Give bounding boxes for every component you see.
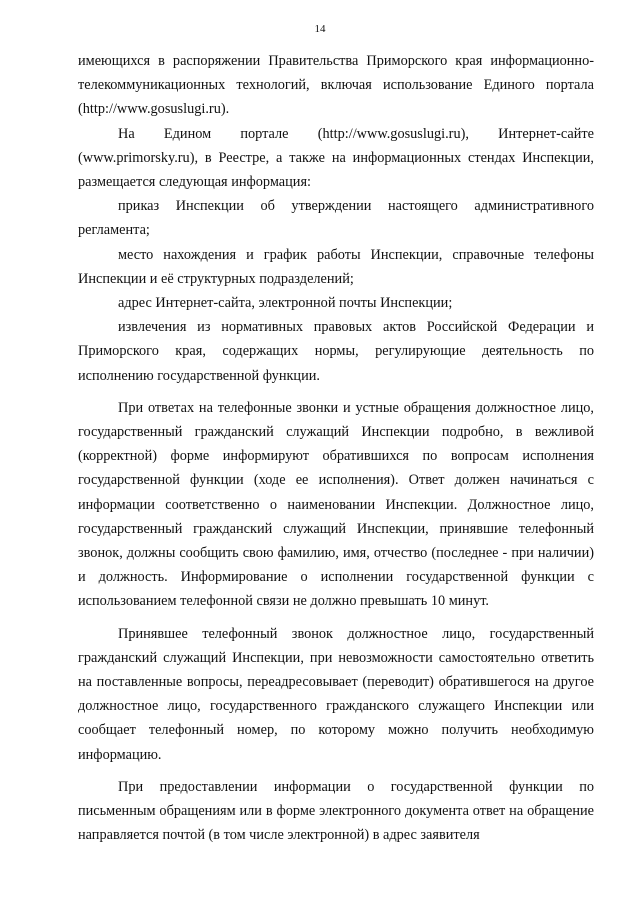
list-item-legal-extracts: извлечения из нормативных правовых актов Российской Федерации и Приморского края, содержащих нормы, регулирующие деятельность по исполнению государственной функции. bbox=[78, 319, 594, 384]
paragraph-written-requests: При предоставлении информации о государственной функции по письменным обращениям или в форме электронного документа ответ на обращение направляется почтой (в том числе электронной) в адрес заявителя bbox=[78, 778, 594, 844]
document-body bbox=[78, 49, 594, 848]
page-number: 14 bbox=[314, 23, 326, 35]
list-item-location-schedule: место нахождения и график работы Инспекции, справочные телефоны Инспекции и её структурных подразделений; bbox=[78, 246, 594, 287]
paragraph-portal-continuation: имеющихся в распоряжении Правительства Приморского края информационно-телекоммуникационных технологий, включая использование Единого портала (http://www.gosuslugi.ru). bbox=[78, 53, 594, 118]
paragraph-phone-answers: При ответах на телефонные звонки и устные обращения должностное лицо, государственный гражданский служащий Инспекции подробно, в вежливой (корректной) форме информируют обратившихся по вопросам исполнения государственной функции (ходе ее исполнения). Ответ должен начинаться с информации соответственно о наименовании Инспекции. Должностное лицо, государственный гражданский служащий Инспекции, принявшие телефонный звонок, должны сообщить свою фамилию, имя, отчество (последнее - при наличии) и должность. Информирование о исполнении государственной функции с использованием телефонной связи не должно превышать 10 минут. bbox=[78, 399, 594, 610]
list-item-website-email: адрес Интернет-сайта, электронной почты Инспекции; bbox=[118, 295, 453, 312]
paragraph-call-redirect: Принявшее телефонный звонок должностное лицо, государственный гражданский служащий Инспекции, при невозможности самостоятельно ответить на поставленные вопросы, переадресовывает (переводит) обратившегося на другое должностное лицо, государственного гражданского служащего Инспекции или сообщает телефонный номер, по которому можно получить необходимую информацию. bbox=[78, 625, 594, 763]
paragraph-info-placement: На Едином портале (http://www.gosuslugi.ru), Интернет-сайте (www.primorsky.ru), в Реестре, а также на информационных стендах Инспекции, размещается следующая информация: bbox=[78, 125, 594, 191]
list-item-order: приказ Инспекции об утверждении настоящего административного регламента; bbox=[78, 198, 594, 239]
